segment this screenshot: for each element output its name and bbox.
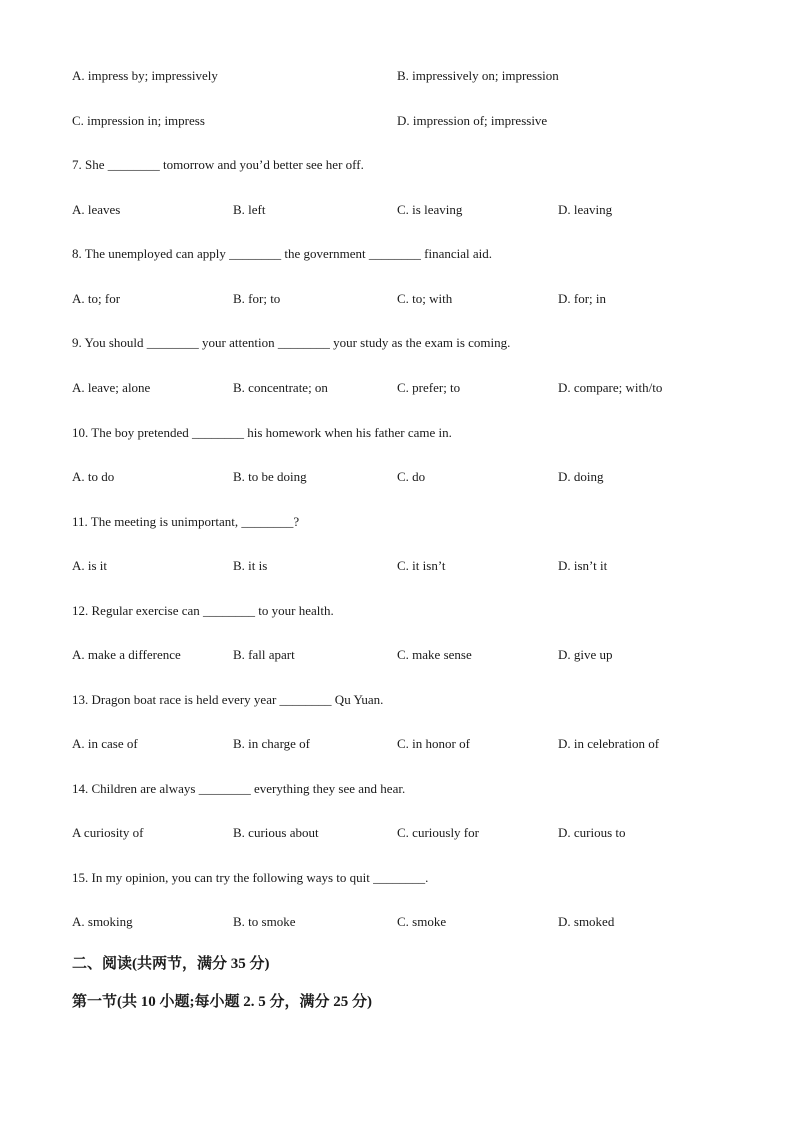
option-9d: D. compare; with/to (558, 380, 663, 395)
option-8b: B. for; to (233, 291, 281, 306)
option-13c: C. in honor of (397, 736, 470, 751)
question-10-stem: 10. The boy pretended ________ his homework when his father came in. (72, 425, 452, 440)
option-11a: A. is it (72, 558, 108, 573)
option-8d: D. for; in (558, 291, 607, 306)
option-7a: A. leaves (72, 202, 121, 217)
option-15b: B. to smoke (233, 914, 296, 929)
question-8-stem: 8. The unemployed can apply ________ the government ________ financial aid. (72, 246, 492, 261)
option-12a: A. make a difference (72, 647, 181, 662)
option-10c: C. do (397, 469, 426, 484)
option-6d: D. impression of; impressive (397, 113, 548, 128)
option-14d: D. curious to (558, 825, 626, 840)
option-11c: C. it isn’t (397, 558, 446, 573)
option-13d: D. in celebration of (558, 736, 660, 751)
question-13-stem: 13. Dragon boat race is held every year ________ Qu Yuan. (72, 692, 384, 707)
option-6c: C. impression in; impress (72, 113, 205, 128)
option-14b: B. curious about (233, 825, 319, 840)
option-7b: B. left (233, 202, 266, 217)
option-13b: B. in charge of (233, 736, 311, 751)
option-6a: A. impress by; impressively (72, 68, 218, 83)
section-subtitle: 第一节(共 10 小题;每小题 2. 5 分，满分 25 分) (72, 994, 372, 1010)
question-12-stem: 12. Regular exercise can ________ to your health. (72, 603, 334, 618)
option-12d: D. give up (558, 647, 613, 662)
option-15c: C. smoke (397, 914, 447, 929)
option-8c: C. to; with (397, 291, 453, 306)
option-9c: C. prefer; to (397, 380, 461, 395)
option-14c: C. curiously for (397, 825, 479, 840)
question-14-stem: 14. Children are always ________ everything they see and hear. (72, 781, 406, 796)
option-9b: B. concentrate; on (233, 380, 328, 395)
option-9a: A. leave; alone (72, 380, 151, 395)
option-13a: A. in case of (72, 736, 138, 751)
option-11d: D. isn’t it (558, 558, 608, 573)
option-10b: B. to be doing (233, 469, 307, 484)
option-12b: B. fall apart (233, 647, 295, 662)
option-15d: D. smoked (558, 914, 615, 929)
option-15a: A. smoking (72, 914, 133, 929)
question-9-stem: 9. You should ________ your attention ________ your study as the exam is coming. (72, 335, 511, 350)
option-10a: A. to do (72, 469, 115, 484)
question-11-stem: 11. The meeting is unimportant, ________? (72, 514, 300, 529)
option-7d: D. leaving (558, 202, 613, 217)
option-11b: B. it is (233, 558, 268, 573)
section-title: 二、阅读(共两节，满分 35 分) (72, 956, 270, 972)
option-7c: C. is leaving (397, 202, 463, 217)
option-6b: B. impressively on; impression (397, 68, 559, 83)
option-8a: A. to; for (72, 291, 121, 306)
question-15-stem: 15. In my opinion, you can try the following ways to quit ________. (72, 870, 429, 885)
option-12c: C. make sense (397, 647, 472, 662)
option-14a: A curiosity of (72, 825, 144, 840)
question-7-stem: 7. She ________ tomorrow and you’d better see her off. (72, 157, 364, 172)
option-10d: D. doing (558, 469, 604, 484)
